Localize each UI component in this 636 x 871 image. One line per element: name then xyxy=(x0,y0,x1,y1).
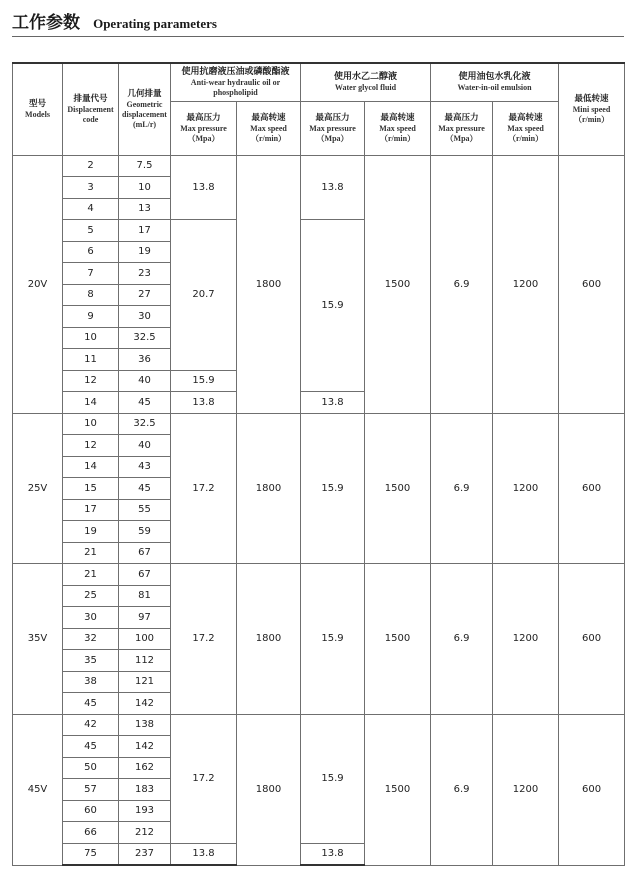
header-mini-unit: （r/min） xyxy=(573,114,610,124)
displacement-cell: 138 xyxy=(119,714,171,736)
code-cell: 35 xyxy=(63,650,119,672)
header-group-water-glycol-zh: 使用水乙二醇液 xyxy=(334,71,398,82)
max-speed-cell: 1800 xyxy=(237,155,301,413)
max-pressure-cell: 13.8 xyxy=(171,155,237,220)
max-speed-cell: 1800 xyxy=(237,413,301,564)
displacement-cell: 67 xyxy=(119,542,171,564)
mini-speed-cell: 600 xyxy=(559,714,625,865)
table-row xyxy=(13,413,625,435)
header-speed-zh: 最高转速 xyxy=(508,112,543,123)
displacement-cell: 142 xyxy=(119,693,171,715)
code-cell: 21 xyxy=(63,564,119,586)
code-cell: 66 xyxy=(63,822,119,844)
header-group-antiwear-en: Anti-wear hydraulic oil or phospholipid xyxy=(190,77,281,97)
max-pressure-cell: 15.9 xyxy=(301,564,365,715)
code-cell: 19 xyxy=(63,521,119,543)
max-speed-cell: 1800 xyxy=(237,714,301,865)
code-cell: 2 xyxy=(63,155,119,177)
model-cell: 35V xyxy=(13,564,63,715)
displacement-cell: 19 xyxy=(119,241,171,263)
displacement-cell: 45 xyxy=(119,478,171,500)
displacement-cell: 27 xyxy=(119,284,171,306)
code-cell: 5 xyxy=(63,220,119,242)
displacement-cell: 23 xyxy=(119,263,171,285)
table-row xyxy=(13,564,625,586)
header-speed-en: Max speed xyxy=(507,123,544,133)
code-cell: 32 xyxy=(63,628,119,650)
page-title-english: Operating parameters xyxy=(93,16,217,31)
header-emulsion-pressure xyxy=(431,101,493,155)
displacement-cell: 193 xyxy=(119,800,171,822)
displacement-cell: 7.5 xyxy=(119,155,171,177)
displacement-cell: 55 xyxy=(119,499,171,521)
header-group-antiwear xyxy=(171,63,301,101)
header-speed-unit: （r/min） xyxy=(250,133,287,143)
max-pressure-cell: 20.7 xyxy=(171,220,237,371)
code-cell: 4 xyxy=(63,198,119,220)
code-cell: 25 xyxy=(63,585,119,607)
operating-parameters-table xyxy=(12,62,625,866)
header-pressure-en: Max pressure xyxy=(309,123,356,133)
header-emulsion-speed xyxy=(493,101,559,155)
code-cell: 10 xyxy=(63,413,119,435)
max-speed-cell: 1500 xyxy=(365,413,431,564)
code-cell: 60 xyxy=(63,800,119,822)
max-pressure-cell: 6.9 xyxy=(431,714,493,865)
header-speed-en: Max speed xyxy=(250,123,287,133)
header-group-water-glycol-en: Water glycol fluid xyxy=(334,82,397,92)
max-pressure-cell: 13.8 xyxy=(301,392,365,414)
header-glycol-speed xyxy=(365,101,431,155)
code-cell: 11 xyxy=(63,349,119,371)
max-speed-cell: 1800 xyxy=(237,564,301,715)
page-title xyxy=(12,8,217,33)
displacement-cell: 142 xyxy=(119,736,171,758)
header-group-emulsion xyxy=(431,63,559,101)
header-group-antiwear-zh: 使用抗磨液压油或磷酸酯液 xyxy=(181,66,290,77)
displacement-cell: 212 xyxy=(119,822,171,844)
max-speed-cell: 1500 xyxy=(365,564,431,715)
header-displacement-code xyxy=(63,63,119,155)
mini-speed-cell: 600 xyxy=(559,564,625,715)
max-speed-cell: 1200 xyxy=(493,413,559,564)
header-pressure-zh: 最高压力 xyxy=(444,112,479,123)
header-pressure-unit: （Mpa） xyxy=(187,133,220,143)
code-cell: 75 xyxy=(63,843,119,865)
code-cell: 12 xyxy=(63,435,119,457)
displacement-cell: 97 xyxy=(119,607,171,629)
displacement-cell: 17 xyxy=(119,220,171,242)
displacement-cell: 162 xyxy=(119,757,171,779)
header-mini-en: Mini speed xyxy=(572,104,611,114)
code-cell: 12 xyxy=(63,370,119,392)
model-cell: 25V xyxy=(13,413,63,564)
code-cell: 14 xyxy=(63,456,119,478)
page-title-chinese: 工作参数 xyxy=(12,13,80,33)
max-pressure-cell: 15.9 xyxy=(171,370,237,392)
code-cell: 38 xyxy=(63,671,119,693)
header-pressure-en: Max pressure xyxy=(438,123,485,133)
max-pressure-cell: 6.9 xyxy=(431,564,493,715)
header-glycol-pressure xyxy=(301,101,365,155)
max-pressure-cell: 13.8 xyxy=(171,392,237,414)
displacement-cell: 112 xyxy=(119,650,171,672)
code-cell: 57 xyxy=(63,779,119,801)
displacement-cell: 67 xyxy=(119,564,171,586)
code-cell: 9 xyxy=(63,306,119,328)
header-mini-speed xyxy=(559,63,625,155)
max-pressure-cell: 15.9 xyxy=(301,413,365,564)
header-group-water-glycol xyxy=(301,63,431,101)
max-pressure-cell: 17.2 xyxy=(171,714,237,843)
header-pressure-zh: 最高压力 xyxy=(186,112,221,123)
mini-speed-cell: 600 xyxy=(559,413,625,564)
max-speed-cell: 1200 xyxy=(493,714,559,865)
displacement-cell: 100 xyxy=(119,628,171,650)
displacement-cell: 45 xyxy=(119,392,171,414)
table-row xyxy=(13,714,625,736)
header-antiwear-speed xyxy=(237,101,301,155)
displacement-cell: 183 xyxy=(119,779,171,801)
max-pressure-cell: 13.8 xyxy=(171,843,237,865)
max-pressure-cell: 13.8 xyxy=(301,155,365,220)
header-speed-zh: 最高转速 xyxy=(251,112,286,123)
displacement-cell: 30 xyxy=(119,306,171,328)
displacement-cell: 40 xyxy=(119,370,171,392)
header-speed-unit: （r/min） xyxy=(507,133,544,143)
header-speed-zh: 最高转速 xyxy=(380,112,415,123)
code-cell: 42 xyxy=(63,714,119,736)
header-model xyxy=(13,63,63,155)
model-cell: 45V xyxy=(13,714,63,865)
table-row xyxy=(13,155,625,177)
displacement-cell: 237 xyxy=(119,843,171,865)
displacement-cell: 32.5 xyxy=(119,327,171,349)
max-speed-cell: 1500 xyxy=(365,714,431,865)
header-pressure-en: Max pressure xyxy=(180,123,227,133)
max-speed-cell: 1200 xyxy=(493,155,559,413)
header-model-en: Models xyxy=(25,109,50,119)
max-pressure-cell: 17.2 xyxy=(171,413,237,564)
code-cell: 6 xyxy=(63,241,119,263)
max-pressure-cell: 15.9 xyxy=(301,220,365,392)
header-code-zh: 排量代号 xyxy=(73,93,108,104)
displacement-cell: 81 xyxy=(119,585,171,607)
header-geo-en: Geometric displacement (mL/r) xyxy=(122,99,167,129)
code-cell: 14 xyxy=(63,392,119,414)
code-cell: 21 xyxy=(63,542,119,564)
code-cell: 15 xyxy=(63,478,119,500)
header-group-emulsion-en: Water-in-oil emulsion xyxy=(457,82,532,92)
code-cell: 8 xyxy=(63,284,119,306)
code-cell: 45 xyxy=(63,693,119,715)
header-code-en: Displacement code xyxy=(67,104,114,124)
header-antiwear-pressure xyxy=(171,101,237,155)
displacement-cell: 40 xyxy=(119,435,171,457)
displacement-cell: 121 xyxy=(119,671,171,693)
title-divider xyxy=(12,36,624,37)
displacement-cell: 13 xyxy=(119,198,171,220)
header-speed-en: Max speed xyxy=(379,123,416,133)
displacement-cell: 36 xyxy=(119,349,171,371)
code-cell: 45 xyxy=(63,736,119,758)
displacement-cell: 10 xyxy=(119,177,171,199)
header-model-zh: 型号 xyxy=(28,98,46,109)
header-geometric-displacement xyxy=(119,63,171,155)
max-pressure-cell: 15.9 xyxy=(301,714,365,843)
max-pressure-cell: 6.9 xyxy=(431,413,493,564)
code-cell: 50 xyxy=(63,757,119,779)
max-speed-cell: 1500 xyxy=(365,155,431,413)
max-speed-cell: 1200 xyxy=(493,564,559,715)
code-cell: 10 xyxy=(63,327,119,349)
header-speed-unit: （r/min） xyxy=(379,133,416,143)
header-geo-zh: 几何排量 xyxy=(127,88,162,99)
code-cell: 3 xyxy=(63,177,119,199)
displacement-cell: 43 xyxy=(119,456,171,478)
header-pressure-unit: （Mpa） xyxy=(445,133,478,143)
max-pressure-cell: 6.9 xyxy=(431,155,493,413)
max-pressure-cell: 17.2 xyxy=(171,564,237,715)
header-group-emulsion-zh: 使用油包水乳化液 xyxy=(458,71,531,82)
displacement-cell: 32.5 xyxy=(119,413,171,435)
code-cell: 30 xyxy=(63,607,119,629)
max-pressure-cell: 13.8 xyxy=(301,843,365,865)
header-pressure-unit: （Mpa） xyxy=(316,133,349,143)
code-cell: 7 xyxy=(63,263,119,285)
code-cell: 17 xyxy=(63,499,119,521)
header-mini-zh: 最低转速 xyxy=(574,93,609,104)
model-cell: 20V xyxy=(13,155,63,413)
header-pressure-zh: 最高压力 xyxy=(315,112,350,123)
displacement-cell: 59 xyxy=(119,521,171,543)
mini-speed-cell: 600 xyxy=(559,155,625,413)
